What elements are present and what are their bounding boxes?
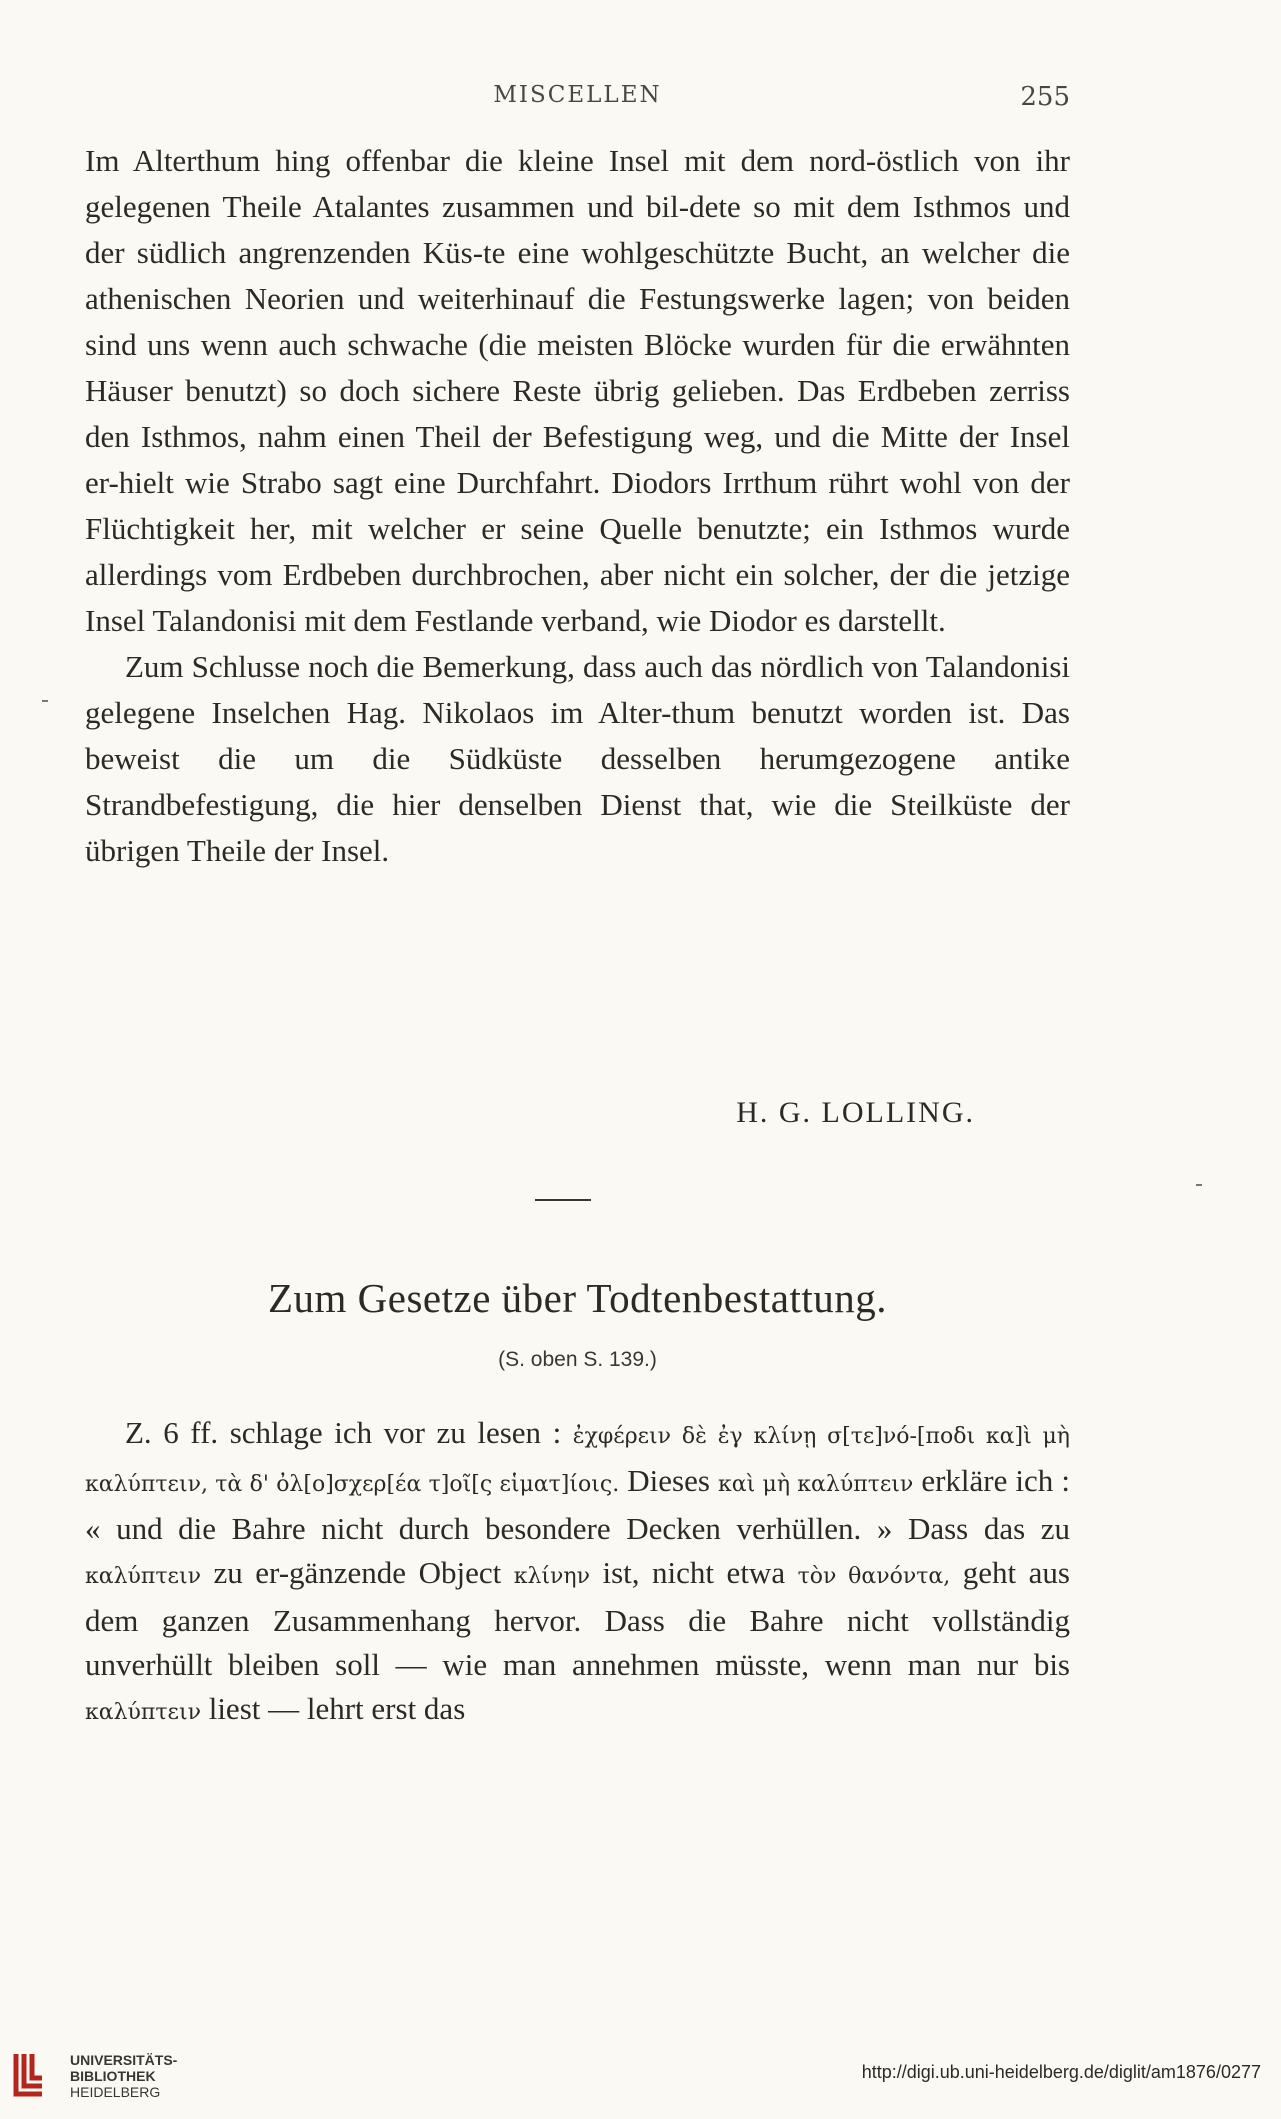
margin-mark bbox=[1196, 1184, 1202, 1186]
library-logo-icon bbox=[12, 2050, 46, 2098]
article-body-miscellen bbox=[85, 138, 1070, 874]
running-head bbox=[85, 82, 1070, 122]
greek-text: κλίνην bbox=[513, 1564, 590, 1589]
page-number: 255 bbox=[1020, 82, 1070, 112]
article-body-todtenbestattung bbox=[85, 1411, 1070, 1735]
footer-bar bbox=[0, 2036, 1281, 2119]
article-reference: (S. oben S. 139.) bbox=[498, 1348, 657, 1371]
paragraph: Im Alterthum hing offenbar die kleine Insel mit dem nord-östlich von ihr gelegenen Theile Atalantes zusammen und bil-dete so mit dem Isthmos und der südlich angrenzenden Küs-te eine wohlgeschützte Bucht, an welcher die athenischen Neorien und weiterhinauf die Festungswerke lagen; von beiden sind uns wenn auch schwache (die meisten Blöcke wurden für die erwähnten Häuser benutzt) so doch sichere Reste übrig gelieben. Das Erdbeben zerriss den Isthmos, nahm einen Theil der Befestigung weg, und die Mitte der Insel er-hielt wie Strabo sagt eine Durchfahrt. Diodors Irrthum rührt wohl von der Flüchtigkeit her, mit welcher er seine Quelle benutzte; ein Isthmos wurde allerdings vom Erdbeben durchbrochen, aber nicht ein solcher, der die jetzige Insel Talandonisi mit dem Festlande verband, wie Diodor es darstellt. bbox=[85, 143, 1070, 638]
text-run: Dieses bbox=[619, 1463, 718, 1498]
text-run: zu er-gänzende Object bbox=[200, 1555, 514, 1590]
source-url-link[interactable]: http://digi.ub.uni-heidelberg.de/diglit/am1876/0277 bbox=[861, 2062, 1261, 2082]
greek-text: ἐχφέρειν δὲ ἐγ κλίνῃ σ[τε]νό-[ποδι κα]ὶ μὴ καλύπτειν, τὰ δ' ὀλ[ο]σχερ[έα τ]οῖ[ς εἱματ]ίοις. bbox=[85, 1424, 1070, 1497]
greek-text: καλύπτειν bbox=[85, 1564, 201, 1589]
text-run: liest — lehrt erst das bbox=[200, 1691, 466, 1726]
section-separator bbox=[535, 1199, 591, 1201]
text-run: geht aus dem ganzen Zusammenhang hervor. Dass die Bahre nicht vollständig unverhüllt bleiben soll — wie man annehmen müsste, wenn man nur bis bbox=[85, 1555, 1070, 1682]
text-run: Z. 6 ff. schlage ich vor zu lesen : bbox=[125, 1415, 573, 1450]
author-signature: H. G. LOLLING. bbox=[736, 1096, 975, 1129]
margin-mark bbox=[42, 700, 48, 702]
article-title: Zum Gesetze über Todtenbestattung. bbox=[267, 1275, 888, 1321]
text-run: ist, nicht etwa bbox=[589, 1555, 798, 1590]
library-name-line: HEIDELBERG bbox=[70, 2084, 161, 2100]
paragraph bbox=[85, 1411, 1070, 1735]
greek-text: τὸν θανόντα, bbox=[797, 1564, 951, 1589]
running-head-title: MISCELLEN bbox=[493, 82, 662, 108]
library-name bbox=[70, 2052, 177, 2100]
greek-text: καὶ μὴ καλύπτειν bbox=[717, 1472, 914, 1497]
text-run: erkläre ich : « und die Bahre nicht durch besondere Decken verhüllen. » Dass das zu bbox=[85, 1463, 1070, 1546]
greek-text: καλύπτειν bbox=[85, 1700, 201, 1725]
library-name-line: BIBLIOTHEK bbox=[70, 2068, 156, 2084]
paragraph: Zum Schlusse noch die Bemerkung, dass auch das nördlich von Talandonisi gelegene Inselchen Hag. Nikolaos im Alter-thum benutzt worden ist. Das beweist die um die Südküste desselben herumgezogene antike Strandbefestigung, die hier denselben Dienst that, wie die Steilküste der übrigen Theile der Insel. bbox=[85, 649, 1070, 868]
library-name-line: UNIVERSITÄTS- bbox=[70, 2052, 178, 2068]
